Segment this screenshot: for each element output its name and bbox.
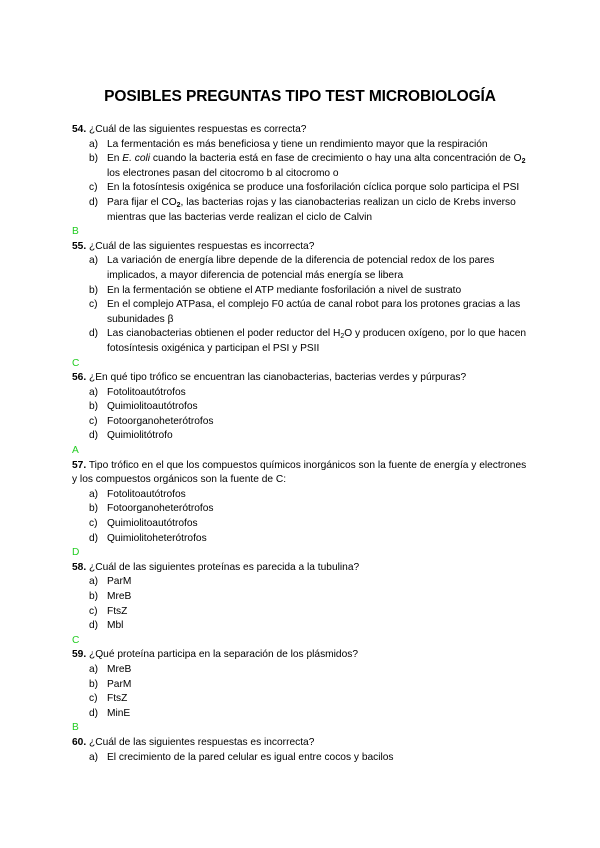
answer-key: B (72, 722, 79, 734)
option-text: Mbl (107, 620, 124, 632)
option-letter: a) (89, 576, 99, 588)
option-text: Quimiolitoautótrofos (107, 401, 198, 413)
option-text: La variación de energía libre depende de la diferencia de potencial redox de los pares implicados, a mayor diferencia de potencial más energía se libera (107, 255, 495, 281)
option-letter: c) (89, 693, 98, 705)
option-text: Fotolitoautótrofos (107, 488, 186, 500)
option-letter: a) (89, 488, 99, 500)
option-text: La fermentación es más beneficiosa y tiene un rendimiento mayor que la respiración (107, 138, 488, 150)
option-c (72, 605, 532, 620)
option-letter: b) (89, 503, 99, 515)
option-list (72, 575, 532, 633)
option-text: Para fijar el $CO_2$, las bacterias rojas y las cianobacterias realizan un ciclo de Krebs inverso mientras que las bacterias verde realizan el ciclo de Calvin (107, 196, 516, 223)
option-letter: d) (89, 328, 99, 340)
option-b (72, 152, 532, 181)
question-54 (72, 123, 532, 240)
option-letter: d) (89, 532, 99, 544)
option-text: Fotoorganoheterótrofos (107, 503, 214, 515)
option-c (72, 181, 532, 196)
option-text: Las cianobacterias obtienen el poder reductor del $H_2O$ y producen oxígeno, por lo que hacen fotosíntesis oxigénica y participan el PSI y PSII (107, 328, 527, 354)
option-letter: a) (89, 138, 99, 150)
option-text: El crecimiento de la pared celular es igual entre cocos y bacilos (107, 751, 394, 763)
question-text (72, 240, 532, 255)
option-a (72, 488, 532, 503)
question-number: 60. (72, 736, 87, 748)
option-list (72, 138, 532, 226)
option-text: Quimiolitótrofo (107, 430, 173, 442)
answer-key: C (72, 634, 80, 646)
option-text: MinE (107, 707, 131, 719)
option-d (72, 619, 532, 634)
question-number: 54. (72, 124, 87, 135)
option-b (72, 678, 532, 693)
question-list (72, 123, 532, 765)
option-d (72, 327, 532, 356)
option-b (72, 502, 532, 517)
option-c (72, 692, 532, 707)
option-b (72, 590, 532, 605)
option-letter: c) (89, 182, 98, 194)
option-letter: a) (89, 751, 99, 763)
option-d (72, 196, 532, 225)
option-letter: d) (89, 430, 99, 442)
option-a (72, 575, 532, 590)
question-text (72, 648, 532, 663)
option-list (72, 254, 532, 356)
question-prompt: ¿Cuál de las siguientes respuestas es incorrecta? (89, 240, 315, 252)
option-c (72, 517, 532, 532)
option-d (72, 429, 532, 444)
question-number: 56. (72, 372, 87, 384)
answer-key: C (72, 357, 80, 369)
question-prompt: ¿Cuál de las siguientes respuestas es correcta? (89, 124, 307, 135)
question-55 (72, 240, 532, 371)
question-57 (72, 459, 532, 561)
option-letter: d) (89, 196, 99, 208)
answer-key: A (72, 445, 79, 457)
option-c (72, 415, 532, 430)
question-number: 58. (72, 561, 87, 573)
option-a (72, 751, 532, 766)
question-prompt: Tipo trófico en el que los compuestos químicos inorgánicos son la fuente de energía y electrones y los compuestos orgánicos son la fuente de C: (72, 459, 527, 486)
option-text: En E. coli cuando la bacteria está en fase de crecimiento o hay una alta concentración de $O_2$ los electrones pasan del citocromo b al citocromo o (107, 153, 526, 179)
option-letter: c) (89, 415, 98, 427)
question-text (72, 459, 532, 488)
option-text: Quimiolitoheterótrofos (107, 532, 207, 544)
option-text: En el complejo ATPasa, el complejo F0 actúa de canal robot para los protones gracias a las subunidades β (107, 299, 521, 325)
question-58 (72, 561, 532, 649)
option-text: MreB (107, 663, 132, 675)
option-list (72, 751, 532, 766)
option-letter: d) (89, 707, 99, 719)
answer-key: D (72, 547, 80, 559)
option-text: En la fotosíntesis oxigénica se produce una fosforilación cíclica porque solo participa el PSI (107, 182, 520, 194)
option-letter: c) (89, 299, 98, 311)
question-text (72, 371, 532, 386)
option-a (72, 254, 532, 283)
option-letter: b) (89, 591, 99, 602)
question-prompt: ¿Cuál de las siguientes proteínas es parecida a la tubulina? (89, 561, 360, 573)
option-text: ParM (107, 576, 132, 588)
option-text: Quimiolitoautótrofos (107, 518, 198, 530)
option-letter: b) (89, 284, 99, 296)
option-a (72, 663, 532, 678)
option-letter: a) (89, 255, 99, 267)
question-number: 55. (72, 240, 87, 252)
question-text (72, 123, 532, 138)
question-prompt: ¿Cuál de las siguientes respuestas es incorrecta? (89, 736, 315, 748)
question-56 (72, 371, 532, 459)
option-text: En la fermentación se obtiene el ATP mediante fosforilación a nivel de sustrato (107, 284, 462, 296)
option-d (72, 532, 532, 547)
option-letter: c) (89, 518, 98, 530)
option-list (72, 488, 532, 546)
option-text: FtsZ (107, 605, 128, 617)
option-b (72, 400, 532, 415)
option-a (72, 386, 532, 401)
question-59 (72, 648, 532, 736)
option-text: Fotolitoautótrofos (107, 386, 186, 398)
answer-key: B (72, 226, 79, 238)
option-text: ParM (107, 678, 132, 690)
option-letter: c) (89, 605, 98, 617)
question-60 (72, 736, 532, 765)
question-prompt: ¿Qué proteína participa en la separación de los plásmidos? (89, 649, 359, 661)
question-number: 59. (72, 649, 87, 661)
option-text: MreB (107, 591, 132, 602)
option-a (72, 138, 532, 153)
question-number: 57. (72, 459, 87, 471)
option-list (72, 386, 532, 444)
question-prompt: ¿En qué tipo trófico se encuentran las cianobacterias, bacterias verdes y púrpuras? (89, 372, 467, 384)
option-d (72, 707, 532, 722)
option-list (72, 663, 532, 721)
option-letter: b) (89, 678, 99, 690)
option-letter: d) (89, 620, 99, 632)
option-letter: a) (89, 663, 99, 675)
option-c (72, 298, 532, 327)
page-title: POSIBLES PREGUNTAS TIPO TEST MICROBIOLOGÍA (104, 88, 496, 105)
question-text (72, 561, 532, 576)
option-letter: a) (89, 386, 99, 398)
question-text (72, 736, 532, 751)
option-letter: b) (89, 153, 99, 165)
option-b (72, 284, 532, 299)
option-text: Fotoorganoheterótrofos (107, 415, 214, 427)
option-text: FtsZ (107, 693, 128, 705)
option-letter: b) (89, 401, 99, 413)
